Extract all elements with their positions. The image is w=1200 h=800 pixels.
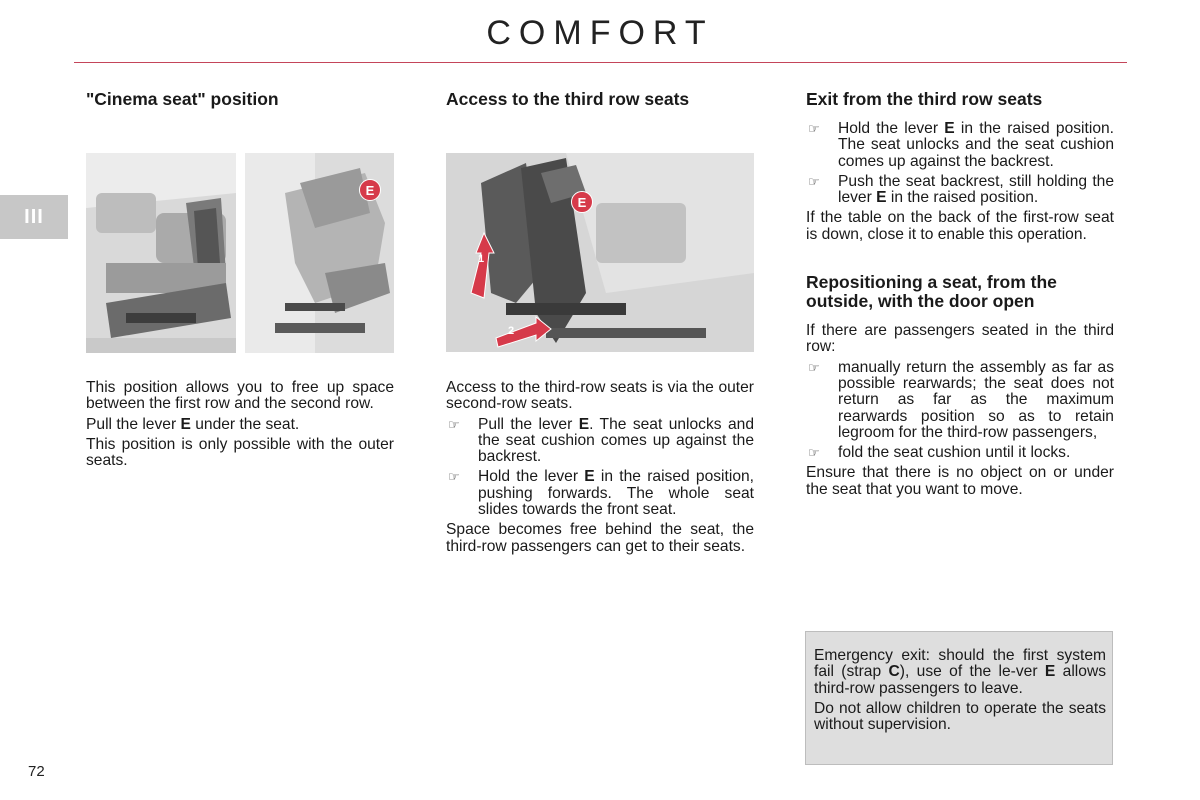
- lever-letter: E: [180, 415, 191, 433]
- paragraph: [86, 417, 394, 433]
- seat-slide-illustration: [446, 153, 754, 352]
- page-number: 72: [28, 763, 45, 780]
- pointing-hand-icon: ☞: [808, 445, 820, 461]
- paragraph: If the table on the back of the first-row seat is down, close it to enable this operation.: [806, 209, 1114, 243]
- arrow-2-label: 2: [508, 325, 515, 337]
- pointing-hand-icon: ☞: [808, 173, 820, 189]
- paragraph: Space becomes free behind the seat, the third-row passengers can get to their seats.: [446, 521, 754, 555]
- column-exit-third-row: [806, 90, 1114, 502]
- text-span: Pull the lever: [86, 415, 181, 433]
- section-heading-cinema-seat: "Cinema seat" position: [86, 89, 279, 109]
- list-item: [806, 121, 1114, 170]
- column-cinema-seat-text: [86, 380, 394, 473]
- text-span: under the seat.: [190, 415, 300, 433]
- callout-paragraph: Do not allow children to operate the seats without supervision.: [814, 699, 1106, 734]
- page-title: COMFORT: [486, 14, 714, 52]
- list-item-text: Hold the lever E in the raised position, pushing forwards. The whole seat slides towards the front seat.: [478, 468, 754, 519]
- column-access-third-row: [446, 90, 754, 109]
- pointing-hand-icon: ☞: [448, 416, 460, 432]
- emergency-exit-callout: [805, 631, 1113, 765]
- column-cinema-seat: [86, 90, 394, 109]
- paragraph: Ensure that there is no object on or under the seat that you want to move.: [806, 464, 1114, 498]
- pointing-hand-icon: ☞: [448, 469, 460, 485]
- section-heading-exit-third-row: Exit from the third row seats: [806, 89, 1043, 109]
- column-access-third-row-text: [446, 380, 754, 559]
- list-item: [806, 174, 1114, 207]
- marker-e-badge: [571, 191, 593, 213]
- photo-cinema-seat-lever: [245, 153, 394, 353]
- section-heading-access-third-row: Access to the third row seats: [446, 89, 690, 109]
- seat-interior-illustration: [86, 153, 236, 353]
- section-heading-repositioning-seat: Repositioning a seat, from the outside, with the door open: [806, 272, 1057, 312]
- list-item-text: Hold the lever E in the raised position. The seat unlocks and the seat cushion comes up against the backrest.: [838, 120, 1114, 170]
- photo-seat-slide: [446, 153, 754, 352]
- pointing-hand-icon: ☞: [808, 359, 820, 375]
- list-item: [806, 360, 1114, 441]
- marker-e-label: E: [577, 194, 587, 210]
- list-item-text: fold the seat cushion until it locks.: [838, 444, 1071, 462]
- list-item: [806, 445, 1114, 461]
- chapter-tab: III: [0, 195, 68, 239]
- marker-e-badge: [359, 179, 381, 201]
- paragraph: If there are passengers seated in the third row:: [806, 322, 1114, 356]
- list-item-text: Push the seat backrest, still holding the lever E in the raised position.: [838, 172, 1114, 207]
- callout-paragraph: Emergency exit: should the first system fail (strap C), use of the le-ver E allows third-row passengers to leave.: [814, 647, 1106, 697]
- list-item-text: Pull the lever E. The seat unlocks and the seat cushion comes up against the backrest.: [478, 415, 754, 466]
- arrow-1-label: 1: [478, 253, 485, 265]
- list-item: [446, 469, 754, 518]
- title-divider: [74, 62, 1127, 63]
- photo-cinema-seat-interior: [86, 153, 236, 353]
- paragraph: Access to the third-row seats is via the outer second-row seats.: [446, 379, 754, 413]
- paragraph: This position is only possible with the outer seats.: [86, 435, 394, 470]
- paragraph: This position allows you to free up space between the first row and the second row.: [86, 379, 394, 413]
- marker-e-label: E: [365, 182, 375, 198]
- pointing-hand-icon: ☞: [808, 121, 820, 136]
- list-item: [446, 417, 754, 466]
- list-item-text: manually return the assembly as far as possible rearwards; the seat does not return as far as the maximum rearwards position so as to retain legroom for the third-row passengers,: [838, 358, 1114, 441]
